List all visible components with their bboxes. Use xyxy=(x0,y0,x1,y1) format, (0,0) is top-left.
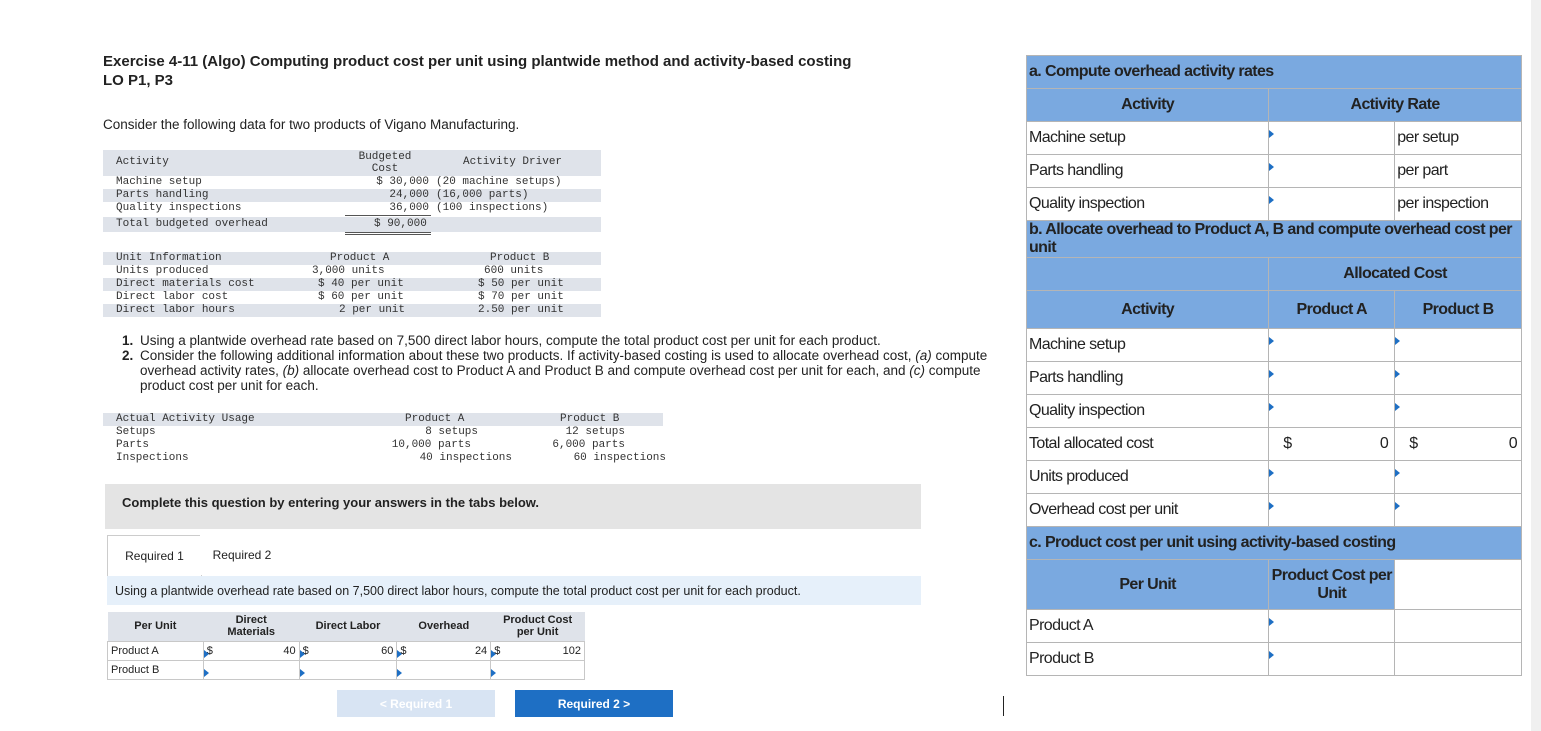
unit-row-1-a: 3,000 units xyxy=(312,265,385,277)
b-overhead-a-input[interactable] xyxy=(1269,494,1395,527)
budget-row-3-activity: Quality inspections xyxy=(116,202,242,214)
table-row xyxy=(1027,329,1522,362)
a-row-2-unit: per part xyxy=(1395,155,1522,188)
budget-total-label: Total budgeted overhead xyxy=(116,218,268,230)
a-row-3-unit: per inspection xyxy=(1395,188,1522,221)
c-row-1-label: Product A xyxy=(1027,610,1269,643)
row-a-dl-value: 60 xyxy=(381,644,394,657)
dollar-sign: $ xyxy=(1283,435,1292,452)
question-1 xyxy=(122,333,1002,348)
usage-col-b: Product B xyxy=(560,413,620,425)
unit-col-b: Product B xyxy=(490,252,550,264)
dollar-sign: $ xyxy=(1409,435,1418,452)
unit-row-4-b: 2.50 per unit xyxy=(478,304,564,316)
unit-row-2-label: Direct materials cost xyxy=(116,278,255,290)
b-col-b: Product B xyxy=(1395,291,1522,329)
usage-row-3-a: 40 inspections xyxy=(419,452,512,464)
complete-text: Complete this question by entering your answers in the tabs below. xyxy=(122,495,540,510)
table-row xyxy=(1027,122,1522,155)
usage-row-2-a: 10,000 parts xyxy=(391,439,471,451)
row-a-dl-input[interactable] xyxy=(299,641,397,660)
b-row-2-b-input[interactable] xyxy=(1395,362,1522,395)
per-unit-header-oh: Overhead xyxy=(397,612,491,641)
c-row-1-blank xyxy=(1395,610,1522,643)
question-2-part-1: Consider the following additional information about these two products. If activity-based costing is used to allocate overhead xyxy=(140,348,880,363)
question-2-number: 2. xyxy=(122,348,134,363)
row-b-dm-input[interactable] xyxy=(203,660,299,679)
per-unit-header-label: Per Unit xyxy=(108,612,204,641)
b-row-1-label: Machine setup xyxy=(1027,329,1269,362)
question-2-c: (c) xyxy=(909,363,925,378)
b-row-3-label: Quality inspection xyxy=(1027,395,1269,428)
unit-row-3-a: $ 60 per unit xyxy=(318,291,404,303)
budget-row-3-cost: 36,000 xyxy=(389,202,429,214)
a-row-3-rate-input[interactable] xyxy=(1269,188,1395,221)
c-col-cost: Product Cost per Unit xyxy=(1269,560,1395,610)
c-row-2-blank xyxy=(1395,643,1522,676)
b-units-a-input[interactable] xyxy=(1269,461,1395,494)
b-row-3-a-input[interactable] xyxy=(1269,395,1395,428)
section-a-header-row xyxy=(1027,89,1522,122)
table-row xyxy=(1027,461,1522,494)
section-b-allocated-row xyxy=(1027,258,1522,291)
table-row xyxy=(108,660,585,679)
b-total-a-value: 0 xyxy=(1379,435,1389,452)
a-row-2-rate-input[interactable] xyxy=(1269,155,1395,188)
usage-col-a: Product A xyxy=(405,413,465,425)
question-2-b: (b) xyxy=(282,363,300,378)
b-row-1-b-input[interactable] xyxy=(1395,329,1522,362)
b-row-2-a-input[interactable] xyxy=(1269,362,1395,395)
per-unit-header-row xyxy=(108,612,585,641)
row-b-dl-input[interactable] xyxy=(299,660,397,679)
complete-banner xyxy=(105,484,921,529)
question-2-a: (a) xyxy=(915,348,932,363)
usage-row-3-b: 60 inspections xyxy=(573,452,666,464)
c-header-blank xyxy=(1395,560,1522,610)
per-unit-header-dl: Direct Labor xyxy=(299,612,397,641)
usage-row-1-b: 12 setups xyxy=(565,426,625,438)
row-a-oh-value: 24 xyxy=(474,644,488,657)
unit-row-4-label: Direct labor hours xyxy=(116,304,235,316)
row-b-label: Product B xyxy=(108,660,204,679)
instruction-text: Using a plantwide overhead rate based on 7,500 direct labor hours, compute the total product cost per unit for each product. xyxy=(115,584,801,598)
section-c-title: c. Product cost per unit using activity-based costing xyxy=(1027,527,1522,560)
table-row xyxy=(1027,643,1522,676)
unit-row-3-label: Direct labor cost xyxy=(116,291,229,303)
row-b-total-input[interactable] xyxy=(491,660,585,679)
section-b-title: b. Allocate overhead to Product A, B and compute overhead cost per unit xyxy=(1027,221,1522,258)
unit-row-3-b: $ 70 per unit xyxy=(478,291,564,303)
b-total-label: Total allocated cost xyxy=(1027,428,1269,461)
question-2-text xyxy=(140,348,1002,393)
table-row xyxy=(1027,188,1522,221)
b-total-b xyxy=(1395,428,1522,461)
b-allocated-spacer xyxy=(1027,258,1269,291)
budget-row-1-driver: (20 machine setups) xyxy=(436,176,562,188)
budget-row-2-cost: 24,000 xyxy=(389,189,429,201)
b-row-2-label: Parts handling xyxy=(1027,362,1269,395)
title-line-2: LO P1, P3 xyxy=(103,72,174,89)
unit-row-1-label: Units produced xyxy=(116,265,209,277)
c-row-1-input[interactable] xyxy=(1269,610,1395,643)
budget-col-driver: Activity Driver xyxy=(463,156,563,168)
unit-row-2-a: $ 40 per unit xyxy=(318,278,404,290)
answer-panel xyxy=(1026,55,1522,676)
unit-row-4-a: 2 per unit xyxy=(339,304,406,316)
dollar-sign: $ xyxy=(400,644,407,657)
row-a-label: Product A xyxy=(108,641,204,660)
b-total-a xyxy=(1269,428,1395,461)
tab-required-2[interactable]: Required 2 xyxy=(200,535,284,575)
b-units-label: Units produced xyxy=(1027,461,1269,494)
section-c-header-row xyxy=(1027,560,1522,610)
b-allocated-label: Allocated Cost xyxy=(1269,258,1522,291)
per-unit-table xyxy=(107,612,585,680)
table-row xyxy=(1027,428,1522,461)
question-2 xyxy=(122,348,1002,393)
c-row-2-input[interactable] xyxy=(1269,643,1395,676)
row-a-total-value: 102 xyxy=(562,644,581,657)
budget-row-2-activity: Parts handling xyxy=(116,189,209,201)
budget-total-double-line xyxy=(345,232,431,235)
unit-col-a: Product A xyxy=(330,252,390,264)
budget-row-1-cost: $ 30,000 xyxy=(376,176,429,188)
a-col-activity: Activity xyxy=(1027,89,1269,122)
next-required-2-button[interactable]: Required 2 > xyxy=(515,690,673,717)
question-1-text: Using a plantwide overhead rate based on 7,500 direct labor hours, compute the total product cost per unit for each product. xyxy=(140,333,881,348)
row-a-total-input[interactable] xyxy=(491,641,585,660)
section-b-title-row xyxy=(1027,221,1522,258)
question-list xyxy=(122,333,1002,393)
text-cursor xyxy=(1003,696,1004,716)
row-a-dm-value: 40 xyxy=(283,644,296,657)
row-a-oh-input[interactable] xyxy=(397,641,491,660)
b-row-3-b-input[interactable] xyxy=(1395,395,1522,428)
table-row xyxy=(1027,362,1522,395)
question-2-part-2b: compute overhead activity rates, xyxy=(140,348,988,378)
table-row xyxy=(108,641,585,660)
table-row xyxy=(1027,155,1522,188)
a-row-2-label: Parts handling xyxy=(1027,155,1269,188)
b-overhead-label: Overhead cost per unit xyxy=(1027,494,1269,527)
unit-col-label: Unit Information xyxy=(116,252,222,264)
b-col-a: Product A xyxy=(1269,291,1395,329)
usage-row-3-label: Inspections xyxy=(116,452,189,464)
title-line-1: Exercise 4-11 (Algo) Computing product cost per unit using plantwide method and activity-based costing xyxy=(103,53,852,70)
usage-col-label: Actual Activity Usage xyxy=(116,413,255,425)
question-1-number: 1. xyxy=(122,333,134,348)
vertical-scrollbar[interactable] xyxy=(1531,0,1541,731)
usage-row-1-a: 8 setups xyxy=(425,426,478,438)
section-b-header-row xyxy=(1027,291,1522,329)
c-row-2-label: Product B xyxy=(1027,643,1269,676)
a-row-1-rate-input[interactable] xyxy=(1269,122,1395,155)
dollar-sign: $ xyxy=(206,644,213,657)
b-col-activity: Activity xyxy=(1027,291,1269,329)
table-row xyxy=(1027,494,1522,527)
a-row-3-label: Quality inspection xyxy=(1027,188,1269,221)
section-a-title: a. Compute overhead activity rates xyxy=(1027,56,1522,89)
per-unit-header-total: Product Cost per Unit xyxy=(491,612,585,641)
b-units-b-input[interactable] xyxy=(1395,461,1522,494)
budget-row-1-activity: Machine setup xyxy=(116,176,202,188)
tab-required-1[interactable]: Required 1 xyxy=(107,535,202,576)
dollar-sign: $ xyxy=(302,644,309,657)
unit-row-1-b: 600 units xyxy=(484,265,544,277)
b-row-1-a-input[interactable] xyxy=(1269,329,1395,362)
a-row-1-unit: per setup xyxy=(1395,122,1522,155)
b-overhead-b-input[interactable] xyxy=(1395,494,1522,527)
prev-required-1-button[interactable]: < Required 1 xyxy=(337,690,495,717)
b-total-b-value: 0 xyxy=(1508,435,1517,452)
row-a-dm-input[interactable] xyxy=(203,641,299,660)
budget-total-line xyxy=(345,215,431,216)
dollar-sign: $ xyxy=(494,644,501,657)
row-b-oh-input[interactable] xyxy=(397,660,491,679)
question-2-part-3a: unit for each, and xyxy=(801,363,910,378)
question-2-part-3b: compute product cost per unit for each. xyxy=(140,363,981,393)
instruction-bar xyxy=(107,576,921,605)
budget-total-value: $ 90,000 xyxy=(374,218,427,230)
budget-row-3-driver: (100 inspections) xyxy=(436,202,549,214)
budget-row-2-driver: (16,000 parts) xyxy=(436,189,529,201)
intro-text: Consider the following data for two products of Vigano Manufacturing. xyxy=(103,117,520,132)
section-a-title-row xyxy=(1027,56,1522,89)
section-c-title-row xyxy=(1027,527,1522,560)
a-col-rate: Activity Rate xyxy=(1269,89,1522,122)
a-row-1-label: Machine setup xyxy=(1027,122,1269,155)
table-row xyxy=(1027,610,1522,643)
c-col-per-unit: Per Unit xyxy=(1027,560,1269,610)
exercise-title xyxy=(103,52,851,90)
question-2-part-2c: allocate overhead cost to Product A and Product B and compute overhead cost per xyxy=(299,363,798,378)
unit-row-2-b: $ 50 per unit xyxy=(478,278,564,290)
usage-row-2-b: 6,000 parts xyxy=(552,439,625,451)
budget-col-activity: Activity xyxy=(116,156,169,168)
table-row xyxy=(1027,395,1522,428)
question-2-part-2a: cost, xyxy=(882,348,916,363)
usage-row-2-label: Parts xyxy=(116,439,150,451)
usage-row-1-label: Setups xyxy=(116,426,156,438)
budget-col-cost: Budgeted Cost xyxy=(358,151,412,175)
per-unit-header-dm: Direct Materials xyxy=(203,612,299,641)
